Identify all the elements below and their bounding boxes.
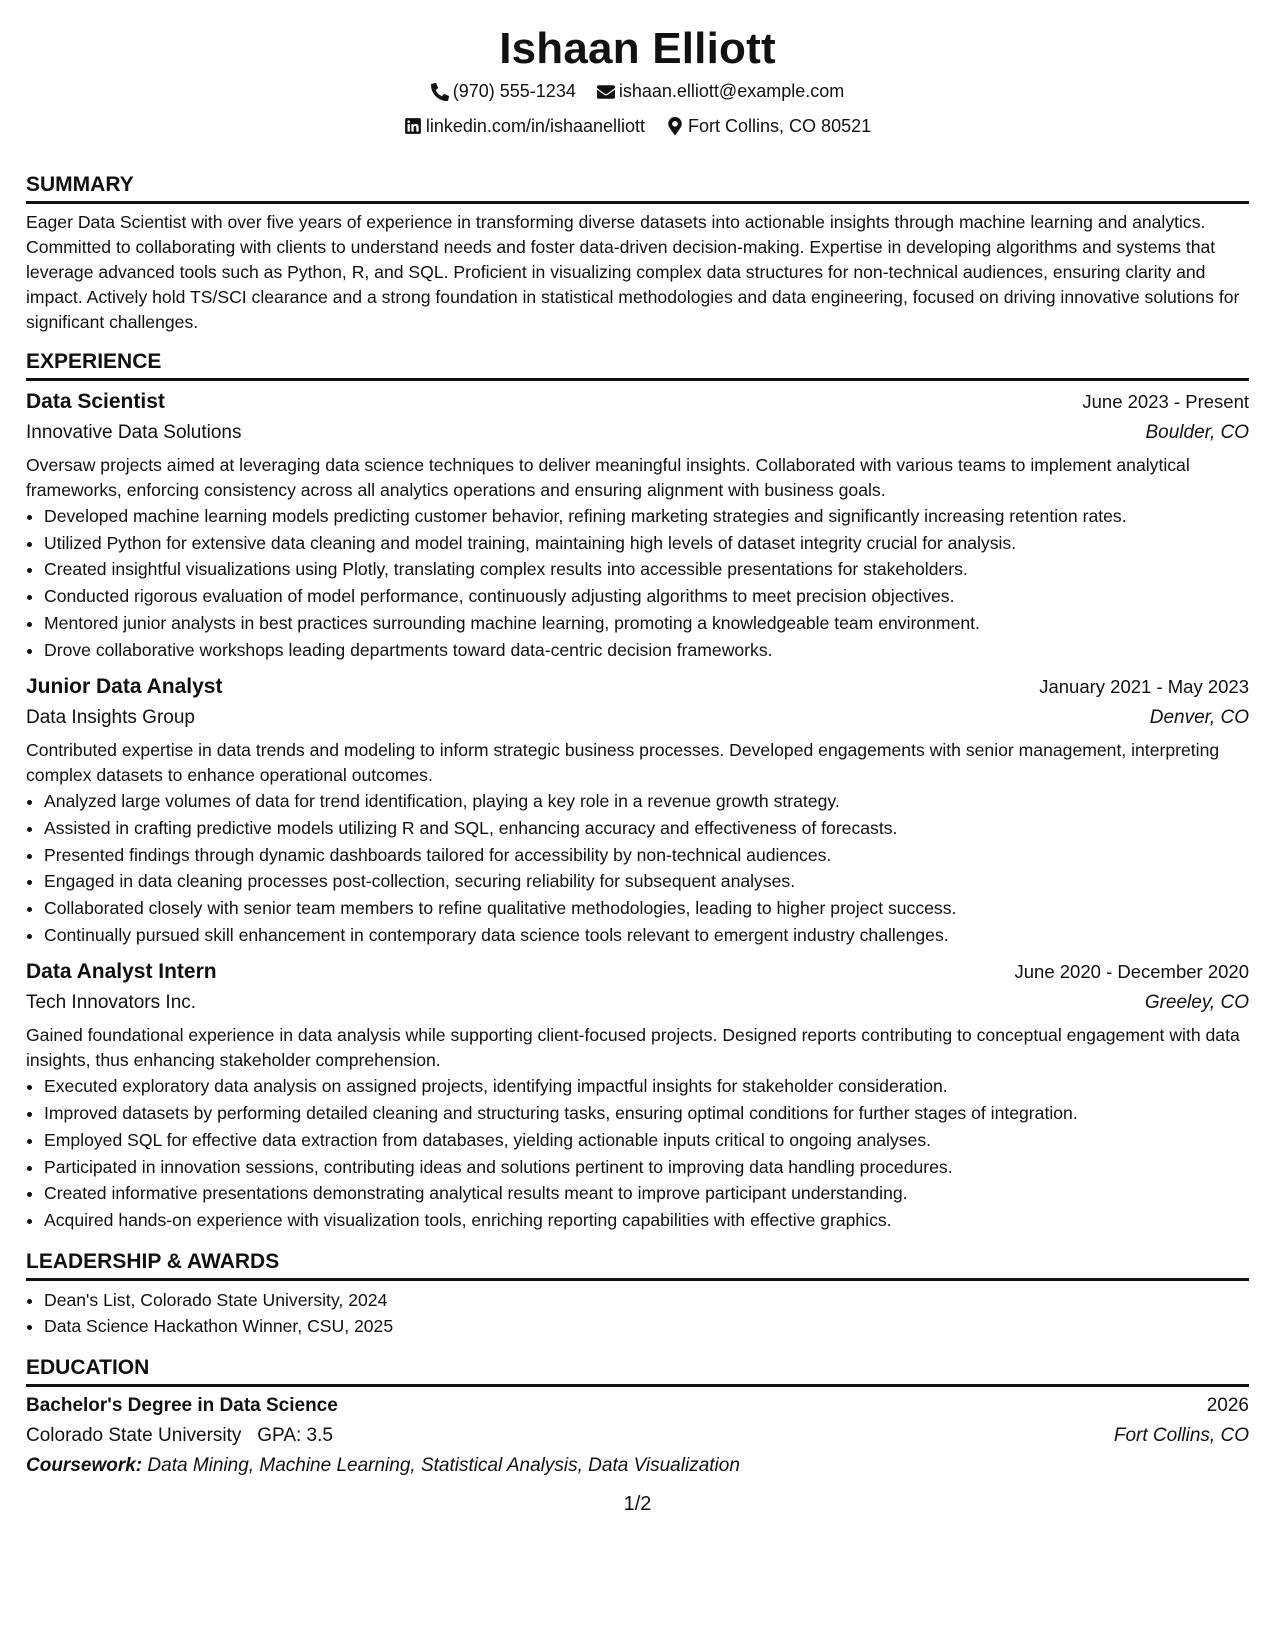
list-item: • Continually pursued skill enhancement in contemporary data science tools relevant to emergent industry challenges.: [44, 922, 1249, 949]
contact-location: [666, 111, 871, 142]
coursework-label: Coursework:: [26, 1455, 143, 1477]
leadership-section: [26, 1248, 1249, 1340]
job-location: Boulder, CO: [1145, 422, 1249, 443]
coursework-list: Data Mining, Machine Learning, Statistical Analysis, Data Visualization: [147, 1455, 740, 1477]
job-header: [26, 671, 1249, 703]
section-title-summary: SUMMARY: [26, 171, 1249, 204]
school-location: Fort Collins, CO: [1113, 1425, 1249, 1447]
list-item: • Dean's List, Colorado State University, 2024: [44, 1287, 1249, 1314]
job-description: Oversaw projects aimed at leveraging data science techniques to deliver meaningful insights. Collaborated with various teams to implement analytical frameworks, enforcing consistency across all analytics operations and ensuring alignment with business goals.: [26, 455, 1190, 500]
job-dates: June 2023 - Present: [1082, 391, 1249, 412]
summary-text: Eager Data Scientist with over five years of experience in transforming diverse datasets into actionable insights through machine learning and analytics. Committed to collaborating with clients to understand needs and foster data-driven decision-making. Expertise in developing algorithms and systems that leverage advanced tools such as Python, R, and SQL. Proficient in visualizing complex data structures for non-technical audiences, ensuring clarity and impact. Actively hold TS/SCI clearance and a strong foundation in statistical methodologies and data engineering, focused on driving innovative solutions for significant challenges.: [26, 212, 1240, 332]
contact-line-1: [26, 76, 1249, 111]
job-location: Greeley, CO: [1144, 992, 1249, 1014]
job-title: Data Scientist: [26, 390, 165, 413]
job-entry: [26, 956, 1249, 1233]
job-subheader: [26, 988, 1249, 1018]
degree-title: Bachelor's Degree in Data Science: [26, 1395, 338, 1417]
list-item: • Collaborated closely with senior team members to refine qualitative methodologies, leading to higher project success.: [44, 895, 1249, 922]
job-bullets: [26, 1073, 1249, 1233]
job-title: Data Analyst Intern: [26, 960, 217, 984]
job-entry: [26, 671, 1249, 948]
list-item: • Mentored junior analysts in best practices surrounding machine learning, promoting a knowledgeable team environment.: [44, 610, 1249, 637]
education-subheader: [26, 1421, 1249, 1451]
linkedin-text[interactable]: linkedin.com/in/ishaanelliott: [425, 115, 646, 136]
contact-linkedin[interactable]: [404, 111, 645, 142]
job-description: Gained foundational experience in data analysis while supporting client-focused projects. Designed reports contributing to conceptual engagement with data insights, thus enhancing stakeholder comprehension.: [26, 1025, 1240, 1071]
list-item: • Drove collaborative workshops leading departments toward data-centric decision frameworks.: [44, 637, 1249, 664]
job-bullets: [26, 788, 1249, 948]
job-description: Contributed expertise in data trends and modeling to inform strategic business processes. Developed engagements with senior management, interpreting complex datasets to enhance operational outcomes.: [26, 740, 1220, 786]
list-item: • Assisted in crafting predictive models utilizing R and SQL, enhancing accuracy and effectiveness of forecasts.: [44, 815, 1249, 842]
list-item: • Acquired hands-on experience with visualization tools, enriching reporting capabilities with effective graphics.: [44, 1207, 1249, 1234]
map-marker-icon: [666, 117, 684, 135]
email-text[interactable]: ishaan.elliott@example.com: [618, 81, 845, 101]
education-section: [26, 1354, 1249, 1481]
candidate-name: Ishaan Elliott: [499, 24, 776, 73]
job-header: [26, 956, 1249, 988]
job-company: Data Insights Group: [26, 707, 195, 729]
job-location: Denver, CO: [1149, 707, 1249, 729]
list-item: • Conducted rigorous evaluation of model performance, continuously adjusting algorithms to meet precision objectives.: [44, 583, 1249, 610]
resume-header: [26, 22, 1249, 145]
list-item: • Improved datasets by performing detailed cleaning and structuring tasks, ensuring optimal conditions for further stages of integration.: [44, 1100, 1249, 1127]
job-subheader: [26, 418, 1249, 448]
job-bullets: [26, 503, 1249, 663]
awards-list: [26, 1287, 1249, 1340]
job-company: Innovative Data Solutions: [26, 422, 242, 443]
page-number: 1/2: [623, 1493, 652, 1515]
list-item: • Developed machine learning models predicting customer behavior, refining marketing strategies and significantly increasing retention rates.: [44, 503, 1249, 530]
coursework: [26, 1451, 1249, 1481]
school-name: Colorado State University: [26, 1425, 242, 1447]
list-item: • Data Science Hackathon Winner, CSU, 2025: [44, 1313, 1249, 1340]
list-item: • Created informative presentations demonstrating analytical results meant to improve participant understanding.: [44, 1180, 1249, 1207]
job-dates: January 2021 - May 2023: [1039, 676, 1249, 698]
job-entry: [26, 386, 1249, 663]
education-header: [26, 1391, 1249, 1421]
resume-page: [26, 0, 1249, 1481]
section-title-education: EDUCATION: [26, 1354, 1249, 1387]
envelope-icon: [597, 83, 615, 101]
list-item: • Employed SQL for effective data extraction from databases, yielding actionable inputs critical to ongoing analyses.: [44, 1127, 1249, 1154]
gpa: GPA: 3.5: [257, 1425, 333, 1447]
experience-section: [26, 348, 1249, 1234]
list-item: • Created insightful visualizations using Plotly, translating complex results into accessible presentations for stakeholders.: [44, 556, 1249, 583]
summary-section: [26, 171, 1249, 335]
contact-phone: [431, 76, 576, 107]
section-title-experience: EXPERIENCE: [26, 348, 1249, 381]
job-company: Tech Innovators Inc.: [26, 992, 197, 1014]
list-item: • Presented findings through dynamic dashboards tailored for accessibility by non-technical audiences.: [44, 842, 1249, 869]
phone-icon: [431, 83, 449, 101]
section-title-leadership: LEADERSHIP & AWARDS: [26, 1248, 1249, 1281]
job-header: [26, 386, 1249, 418]
job-dates: June 2020 - December 2020: [1014, 961, 1249, 983]
contact-email[interactable]: [597, 76, 844, 107]
graduation-year: 2026: [1206, 1395, 1249, 1417]
location-text: Fort Collins, CO 80521: [688, 115, 872, 136]
contact-line-2: [26, 111, 1249, 146]
list-item: • Utilized Python for extensive data cleaning and model training, maintaining high levels of dataset integrity crucial for analysis.: [44, 530, 1249, 557]
job-title: Junior Data Analyst: [26, 675, 223, 699]
linkedin-icon: [404, 117, 422, 135]
phone-text: (970) 555-1234: [452, 81, 576, 101]
list-item: • Executed exploratory data analysis on assigned projects, identifying impactful insights for stakeholder consideration.: [44, 1073, 1249, 1100]
list-item: • Engaged in data cleaning processes post-collection, securing reliability for subsequent analyses.: [44, 868, 1249, 895]
list-item: • Analyzed large volumes of data for trend identification, playing a key role in a revenue growth strategy.: [44, 788, 1249, 815]
school-gpa: [26, 1421, 333, 1451]
job-subheader: [26, 703, 1249, 733]
list-item: • Participated in innovation sessions, contributing ideas and solutions pertinent to improving data handling procedures.: [44, 1154, 1249, 1181]
